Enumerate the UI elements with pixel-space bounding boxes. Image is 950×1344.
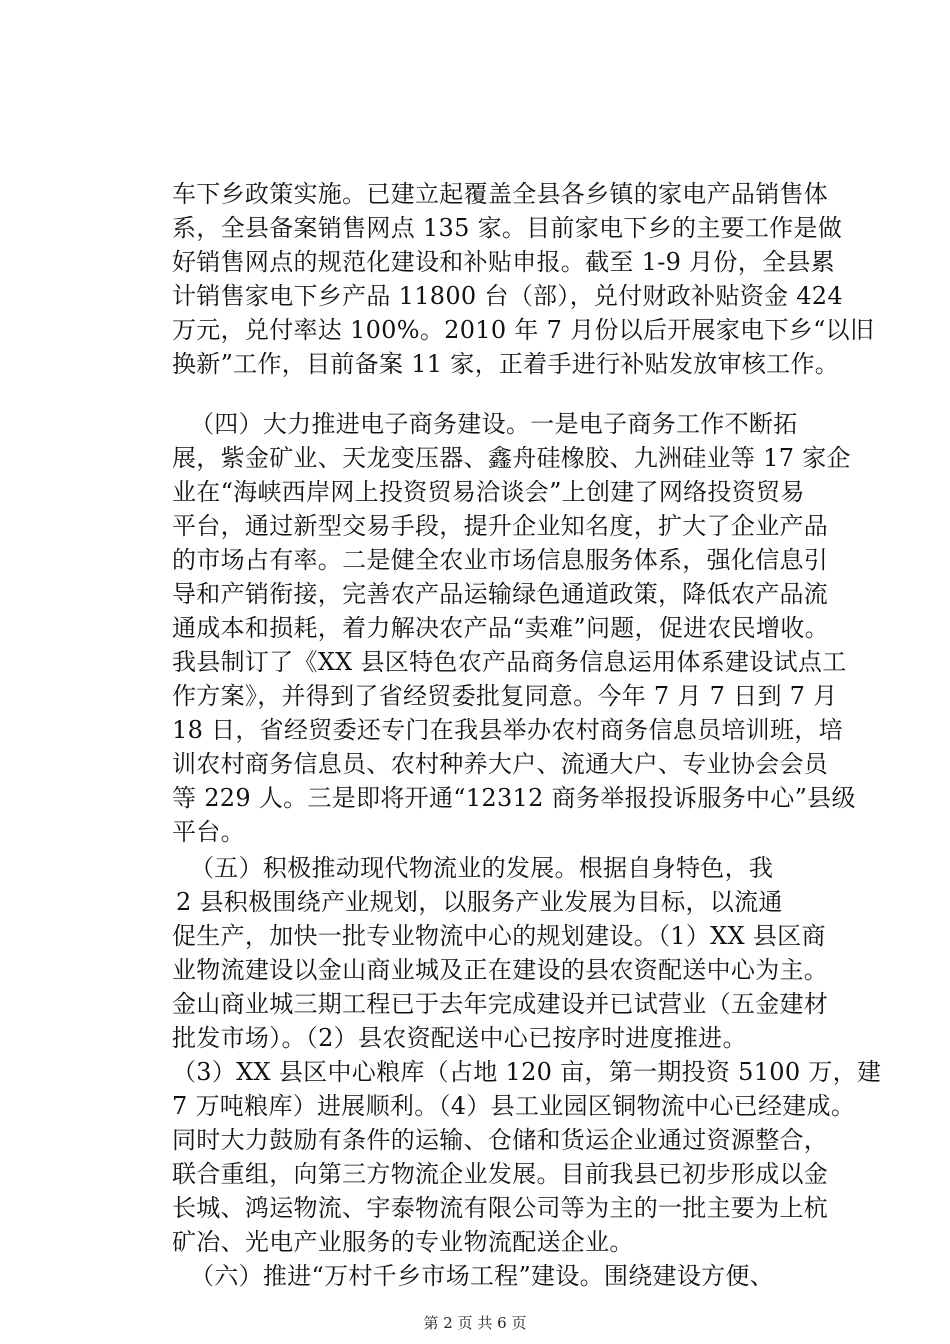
text-line: 7 万吨粮库）进展顺利。（4）县工业园区铜物流中心已经建成。 [172, 1092, 856, 1120]
text-line: 促生产，加快一批专业物流中心的规划建设。（1）XX 县区商 [172, 922, 826, 950]
text-line: 导和产销衔接，完善农产品运输绿色通道政策，降低农产品流 [172, 580, 829, 608]
text-line: 矿冶、光电产业服务的专业物流配送企业。 [172, 1228, 634, 1256]
text-line: 业物流建设以金山商业城及正在建设的县农资配送中心为主。 [172, 956, 829, 984]
text-line: 万元，兑付率达 100%。2010 年 7 月份以后开展家电下乡“以旧 [172, 316, 875, 344]
text-line: 车下乡政策实施。已建立起覆盖全县各乡镇的家电产品销售体 [172, 180, 829, 208]
text-line: 等 229 人。三是即将开通“12312 商务举报投诉服务中心”县级 [172, 784, 856, 812]
text-line: 同时大力鼓励有条件的运输、仓储和货运企业通过资源整合， [172, 1126, 829, 1154]
text-line: 长城、鸿运物流、宇泰物流有限公司等为主的一批主要为上杭 [172, 1194, 829, 1222]
text-line: 批发市场）。（2）县农资配送中心已按序时进度推进。 [172, 1024, 747, 1052]
text-line: 好销售网点的规范化建设和补贴申报。截至 1-9 月份，全县累 [172, 248, 835, 276]
text-line: 通成本和损耗，着力解决农产品“卖难”问题，促进农民增收。 [172, 614, 829, 642]
text-line: 训农村商务信息员、农村种养大户、流通大户、专业协会会员 [172, 750, 829, 778]
text-line: 平台。 [172, 818, 245, 846]
text-line: 计销售家电下乡产品 11800 台（部），兑付财政补贴资金 424 [172, 282, 843, 310]
text-line: 我县制订了《XX 县区特色农产品商务信息运用体系建设试点工 [172, 648, 847, 676]
text-line: 的市场占有率。二是健全农业市场信息服务体系，强化信息引 [172, 546, 829, 574]
text-line: 平台，通过新型交易手段，提升企业知名度，扩大了企业产品 [172, 512, 829, 540]
page-number-footer: 第 2 页 共 6 页 [423, 1314, 527, 1332]
text-line: 金山商业城三期工程已于去年完成建设并已试营业（五金建材 [172, 990, 829, 1018]
text-line: 联合重组，向第三方物流企业发展。目前我县已初步形成以金 [172, 1160, 829, 1188]
text-line: 换新”工作，目前备案 11 家，正着手进行补贴发放审核工作。 [172, 350, 840, 378]
text-line: （六）推进“万村千乡市场工程”建设。围绕建设方便、 [190, 1262, 775, 1290]
text-line: 展，紫金矿业、天龙变压器、鑫舟硅橡胶、九洲硅业等 17 家企 [172, 444, 851, 472]
text-line: 18 日，省经贸委还专门在我县举办农村商务信息员培训班，培 [172, 716, 843, 744]
text-line: （五）积极推动现代物流业的发展。根据自身特色，我 [190, 854, 774, 882]
text-line: 业在“海峡西岸网上投资贸易洽谈会”上创建了网络投资贸易 [172, 478, 805, 506]
text-line: 作方案》，并得到了省经贸委批复同意。今年 7 月 7 日到 7 月 [172, 682, 838, 710]
text-line: 系，全县备案销售网点 135 家。目前家电下乡的主要工作是做 [172, 214, 843, 242]
text-line: 2 县积极围绕产业规划，以服务产业发展为目标，以流通 [176, 888, 783, 916]
text-line: （3）XX 县区中心粮库（占地 120 亩，第一期投资 5100 万，建 [172, 1058, 882, 1086]
text-line: （四）大力推进电子商务建设。一是电子商务工作不断拓 [190, 410, 798, 438]
